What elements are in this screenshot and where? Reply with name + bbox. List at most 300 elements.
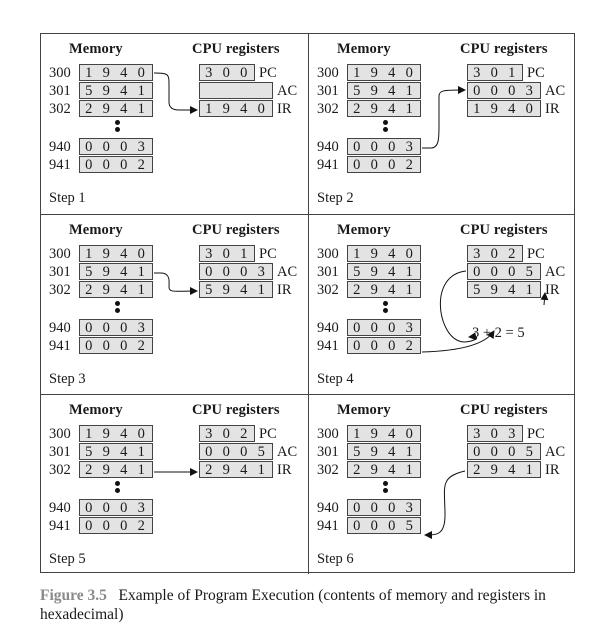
- memory-word: [347, 461, 421, 478]
- memory-word: [79, 64, 153, 81]
- memory-digit: 0: [405, 246, 413, 262]
- memory-digit: 0: [353, 320, 361, 336]
- memory-heading: Memory: [337, 402, 391, 418]
- ir-digit: 9: [490, 282, 498, 298]
- memory-word: [347, 100, 421, 117]
- ir-register: [467, 461, 577, 480]
- memory-row: [41, 443, 161, 462]
- memory-address: 940: [317, 139, 339, 155]
- memory-row: [41, 425, 161, 444]
- memory-digit: 9: [102, 426, 110, 442]
- memory-address: 302: [49, 282, 71, 298]
- data-flow-arrows: [309, 34, 576, 214]
- memory-word: [347, 319, 421, 336]
- memory-row: [41, 245, 161, 264]
- memory-address: 941: [317, 157, 339, 173]
- memory-digit: 0: [120, 338, 128, 354]
- ir-digit: 1: [257, 282, 265, 298]
- step-label: Step 1: [49, 190, 86, 206]
- ellipsis-dot: [115, 301, 120, 306]
- memory-address: 301: [317, 83, 339, 99]
- ir-register-value: [467, 461, 541, 478]
- pc-register-value: [199, 425, 255, 442]
- step-label: Step 4: [317, 371, 354, 387]
- ir-register-label: IR: [545, 101, 560, 117]
- memory-word: [79, 281, 153, 298]
- ellipsis-dot: [383, 127, 388, 132]
- memory-digit: 1: [137, 462, 145, 478]
- ir-register: [199, 281, 309, 300]
- memory-word: [347, 138, 421, 155]
- memory-word: [79, 461, 153, 478]
- memory-address: 940: [49, 500, 71, 516]
- memory-row: [309, 461, 429, 480]
- step-panel-1: [41, 34, 308, 214]
- ir-register-label: IR: [545, 282, 560, 298]
- ac-digit: 0: [240, 264, 248, 280]
- ac-digit: 5: [525, 444, 533, 460]
- memory-address: 302: [49, 101, 71, 117]
- ellipsis-dot: [115, 488, 120, 493]
- memory-digit: 4: [120, 101, 128, 117]
- memory-word: [79, 517, 153, 534]
- pc-digit: 0: [222, 426, 230, 442]
- memory-word: [347, 245, 421, 262]
- memory-heading: Memory: [337, 41, 391, 57]
- memory-word: [347, 281, 421, 298]
- memory-row: [41, 263, 161, 282]
- memory-digit: 3: [137, 139, 145, 155]
- memory-word: [347, 156, 421, 173]
- memory-row: [309, 245, 429, 264]
- memory-digit: 0: [137, 426, 145, 442]
- memory-digit: 9: [370, 444, 378, 460]
- ac-register-label: AC: [545, 264, 566, 280]
- memory-word: [79, 443, 153, 460]
- ir-digit: 5: [473, 282, 481, 298]
- ir-digit: 4: [508, 282, 516, 298]
- memory-row: [309, 281, 429, 300]
- memory-digit: 2: [85, 282, 93, 298]
- ellipsis-dot: [383, 301, 388, 306]
- memory-digit: 5: [353, 444, 361, 460]
- memory-digit: 3: [405, 139, 413, 155]
- ellipsis-dot: [383, 120, 388, 125]
- ac-digit: 0: [508, 264, 516, 280]
- ir-register: [467, 100, 577, 119]
- memory-digit: 0: [370, 139, 378, 155]
- pc-register: [199, 245, 309, 264]
- memory-digit: 4: [120, 444, 128, 460]
- memory-digit: 1: [137, 264, 145, 280]
- pc-register-value: [467, 425, 523, 442]
- memory-digit: 9: [370, 264, 378, 280]
- memory-address: 940: [49, 139, 71, 155]
- memory-digit: 0: [405, 426, 413, 442]
- memory-digit: 1: [353, 65, 361, 81]
- ac-digit: 0: [222, 444, 230, 460]
- memory-word: [347, 443, 421, 460]
- memory-digit: 0: [85, 338, 93, 354]
- ac-register-label: AC: [545, 83, 566, 99]
- memory-word: [79, 138, 153, 155]
- ac-register: [467, 82, 577, 101]
- memory-digit: 4: [120, 246, 128, 262]
- memory-digit: 4: [120, 462, 128, 478]
- memory-digit: 1: [405, 101, 413, 117]
- memory-digit: 1: [137, 101, 145, 117]
- pc-digit: 0: [222, 65, 230, 81]
- memory-row: [309, 138, 429, 157]
- memory-digit: 0: [102, 338, 110, 354]
- ellipsis-dot: [383, 488, 388, 493]
- memory-address: 941: [49, 518, 71, 534]
- memory-address: 300: [49, 65, 71, 81]
- memory-digit: 0: [388, 518, 396, 534]
- memory-digit: 9: [370, 282, 378, 298]
- ellipsis-dot: [115, 120, 120, 125]
- memory-row: [309, 499, 429, 518]
- memory-address: 302: [49, 462, 71, 478]
- memory-digit: 4: [120, 65, 128, 81]
- ir-digit: 9: [222, 282, 230, 298]
- memory-word: [347, 517, 421, 534]
- step-label: Step 2: [317, 190, 354, 206]
- memory-digit: 4: [388, 246, 396, 262]
- memory-digit: 1: [137, 444, 145, 460]
- memory-digit: 5: [85, 264, 93, 280]
- pc-register-value: [467, 245, 523, 262]
- pc-register-value: [199, 245, 255, 262]
- memory-digit: 2: [405, 157, 413, 173]
- memory-digit: 0: [102, 139, 110, 155]
- ir-register-value: [199, 281, 273, 298]
- step-label: Step 6: [317, 551, 354, 567]
- cpu-registers-heading: CPU registers: [192, 41, 280, 57]
- memory-address: 301: [49, 264, 71, 280]
- pc-digit: 3: [508, 426, 516, 442]
- memory-word: [79, 263, 153, 280]
- ellipsis-dot: [383, 481, 388, 486]
- ac-digit: 5: [525, 264, 533, 280]
- ir-register: [467, 281, 577, 300]
- memory-digit: 3: [137, 500, 145, 516]
- caption-label: Figure 3.5: [40, 587, 107, 604]
- pc-digit: 1: [508, 65, 516, 81]
- ac-digit: 0: [473, 444, 481, 460]
- pc-register-label: PC: [527, 65, 545, 81]
- memory-heading: Memory: [337, 222, 391, 238]
- memory-address: 940: [49, 320, 71, 336]
- memory-digit: 0: [120, 157, 128, 173]
- cpu-registers-heading: CPU registers: [192, 222, 280, 238]
- memory-word: [347, 425, 421, 442]
- ir-register: [199, 100, 309, 119]
- pc-register-value: [467, 64, 523, 81]
- ir-register-label: IR: [277, 462, 292, 478]
- program-execution-figure: [40, 33, 575, 573]
- memory-row: [41, 281, 161, 300]
- pc-digit: 3: [473, 246, 481, 262]
- memory-digit: 9: [102, 282, 110, 298]
- memory-address: 302: [317, 282, 339, 298]
- memory-word: [79, 82, 153, 99]
- memory-row: [41, 517, 161, 536]
- pc-register: [467, 64, 577, 83]
- pc-register-label: PC: [259, 426, 277, 442]
- memory-heading: Memory: [69, 402, 123, 418]
- memory-digit: 3: [405, 500, 413, 516]
- memory-digit: 0: [85, 518, 93, 534]
- step-panel-6: [308, 394, 575, 574]
- memory-address: 300: [49, 246, 71, 262]
- memory-row: [309, 443, 429, 462]
- memory-digit: 9: [370, 426, 378, 442]
- memory-digit: 2: [353, 282, 361, 298]
- ir-digit: 1: [525, 282, 533, 298]
- ir-digit: 9: [222, 101, 230, 117]
- ac-register: [199, 263, 309, 282]
- ac-register-value: [199, 263, 273, 280]
- memory-row: [41, 64, 161, 83]
- memory-digit: 2: [85, 101, 93, 117]
- pc-digit: 0: [222, 246, 230, 262]
- memory-address: 301: [49, 83, 71, 99]
- ir-digit: 1: [525, 462, 533, 478]
- memory-row: [41, 100, 161, 119]
- step-panel-4: [308, 214, 575, 394]
- cpu-registers-heading: CPU registers: [460, 402, 548, 418]
- caption-text: Example of Program Execution (contents of memory and registers in hexadecimal): [40, 587, 546, 623]
- pc-digit: 0: [490, 246, 498, 262]
- ac-register-value: [467, 263, 541, 280]
- ir-register-label: IR: [545, 462, 560, 478]
- ac-digit: 0: [490, 444, 498, 460]
- ac-register-label: AC: [277, 83, 298, 99]
- memory-digit: 0: [353, 518, 361, 534]
- memory-digit: 0: [102, 157, 110, 173]
- memory-digit: 0: [353, 139, 361, 155]
- memory-row: [309, 263, 429, 282]
- memory-word: [347, 64, 421, 81]
- memory-digit: 5: [85, 83, 93, 99]
- memory-row: [41, 156, 161, 175]
- ac-digit: 0: [490, 264, 498, 280]
- memory-digit: 0: [388, 500, 396, 516]
- ac-register-value: [199, 443, 273, 460]
- ir-digit: 9: [490, 462, 498, 478]
- ir-digit: 9: [222, 462, 230, 478]
- memory-address: 300: [317, 246, 339, 262]
- ellipsis-dot: [115, 481, 120, 486]
- cpu-registers-heading: CPU registers: [460, 222, 548, 238]
- ac-register-value: [467, 443, 541, 460]
- memory-digit: 2: [85, 462, 93, 478]
- memory-digit: 0: [120, 518, 128, 534]
- ir-register-label: IR: [277, 282, 292, 298]
- memory-digit: 0: [370, 500, 378, 516]
- memory-address: 302: [317, 462, 339, 478]
- memory-row: [41, 337, 161, 356]
- data-flow-arrows: [41, 395, 308, 575]
- memory-digit: 0: [137, 246, 145, 262]
- ac-digit: 0: [473, 83, 481, 99]
- memory-digit: 4: [388, 101, 396, 117]
- memory-address: 301: [317, 444, 339, 460]
- memory-row: [309, 82, 429, 101]
- ac-register-label: AC: [277, 444, 298, 460]
- memory-digit: 0: [353, 157, 361, 173]
- memory-address: 940: [317, 320, 339, 336]
- ir-register-value: [467, 100, 541, 117]
- pc-digit: 0: [490, 426, 498, 442]
- cpu-registers-heading: CPU registers: [460, 41, 548, 57]
- memory-digit: 0: [85, 157, 93, 173]
- memory-digit: 1: [405, 444, 413, 460]
- ac-digit: 0: [205, 444, 213, 460]
- memory-digit: 0: [405, 65, 413, 81]
- memory-digit: 9: [102, 83, 110, 99]
- step-panel-2: [308, 34, 575, 214]
- memory-digit: 0: [370, 338, 378, 354]
- pc-register-label: PC: [259, 246, 277, 262]
- step-panel-5: [41, 394, 308, 574]
- pc-digit: 2: [508, 246, 516, 262]
- pc-digit: 3: [205, 65, 213, 81]
- memory-word: [79, 319, 153, 336]
- memory-digit: 4: [120, 264, 128, 280]
- ac-register-label: AC: [545, 444, 566, 460]
- memory-address: 300: [317, 426, 339, 442]
- memory-digit: 4: [388, 282, 396, 298]
- memory-digit: 1: [353, 426, 361, 442]
- memory-digit: 4: [120, 282, 128, 298]
- memory-address: 941: [317, 338, 339, 354]
- pc-digit: 0: [490, 65, 498, 81]
- memory-row: [309, 517, 429, 536]
- memory-digit: 9: [370, 462, 378, 478]
- ac-digit: 0: [473, 264, 481, 280]
- memory-digit: 0: [388, 320, 396, 336]
- pc-register-label: PC: [259, 65, 277, 81]
- step-panel-3: [41, 214, 308, 394]
- ac-digit: 0: [508, 444, 516, 460]
- pc-digit: 3: [473, 426, 481, 442]
- memory-digit: 9: [102, 264, 110, 280]
- memory-digit: 2: [137, 157, 145, 173]
- cpu-registers-heading: CPU registers: [192, 402, 280, 418]
- memory-word: [79, 499, 153, 516]
- pc-register-label: PC: [527, 246, 545, 262]
- memory-digit: 9: [102, 246, 110, 262]
- memory-address: 941: [49, 338, 71, 354]
- pc-digit: 3: [205, 246, 213, 262]
- memory-digit: 1: [353, 246, 361, 262]
- memory-row: [41, 82, 161, 101]
- ac-digit: 0: [508, 83, 516, 99]
- pc-register: [199, 64, 309, 83]
- pc-register: [467, 425, 577, 444]
- memory-word: [347, 337, 421, 354]
- ir-digit: 4: [508, 101, 516, 117]
- memory-word: [79, 156, 153, 173]
- memory-digit: 0: [353, 338, 361, 354]
- memory-row: [309, 337, 429, 356]
- ac-digit: 5: [257, 444, 265, 460]
- memory-row: [41, 319, 161, 338]
- memory-digit: 4: [388, 65, 396, 81]
- ellipsis-dot: [115, 127, 120, 132]
- memory-address: 941: [49, 157, 71, 173]
- addition-note: 3 + 2 = 5: [472, 325, 525, 341]
- memory-row: [309, 156, 429, 175]
- memory-digit: 2: [405, 338, 413, 354]
- memory-word: [347, 263, 421, 280]
- memory-row: [41, 499, 161, 518]
- ir-digit: 4: [508, 462, 516, 478]
- memory-digit: 0: [370, 157, 378, 173]
- memory-digit: 4: [120, 83, 128, 99]
- memory-digit: 1: [405, 83, 413, 99]
- memory-address: 302: [317, 101, 339, 117]
- memory-digit: 0: [85, 500, 93, 516]
- pc-register: [199, 425, 309, 444]
- data-flow-arrows: [41, 215, 308, 395]
- memory-digit: 2: [353, 462, 361, 478]
- memory-digit: 0: [388, 157, 396, 173]
- memory-digit: 4: [388, 444, 396, 460]
- memory-digit: 1: [85, 246, 93, 262]
- memory-digit: 4: [388, 83, 396, 99]
- memory-word: [79, 245, 153, 262]
- ac-register: [467, 443, 577, 462]
- memory-digit: 0: [120, 500, 128, 516]
- memory-digit: 0: [370, 320, 378, 336]
- memory-word: [79, 100, 153, 117]
- memory-digit: 4: [388, 264, 396, 280]
- memory-word: [347, 82, 421, 99]
- memory-digit: 5: [353, 264, 361, 280]
- memory-address: 301: [49, 444, 71, 460]
- ir-register: [199, 461, 309, 480]
- memory-address: 300: [317, 65, 339, 81]
- memory-row: [309, 425, 429, 444]
- memory-digit: 2: [137, 518, 145, 534]
- memory-digit: 0: [102, 518, 110, 534]
- pc-digit: 2: [240, 426, 248, 442]
- memory-row: [309, 100, 429, 119]
- pc-register: [467, 245, 577, 264]
- memory-digit: 0: [102, 320, 110, 336]
- memory-digit: 1: [405, 264, 413, 280]
- memory-row: [309, 319, 429, 338]
- memory-digit: 0: [85, 139, 93, 155]
- ac-register: [467, 263, 577, 282]
- ac-digit: 3: [525, 83, 533, 99]
- ir-digit: 1: [205, 101, 213, 117]
- ac-digit: 0: [490, 83, 498, 99]
- ir-digit: 2: [205, 462, 213, 478]
- memory-digit: 9: [370, 246, 378, 262]
- memory-digit: 4: [388, 462, 396, 478]
- step-label: Step 5: [49, 551, 86, 567]
- data-flow-arrows: [41, 34, 308, 214]
- memory-digit: 0: [85, 320, 93, 336]
- memory-address: 300: [49, 426, 71, 442]
- ir-register-label: IR: [277, 101, 292, 117]
- memory-row: [41, 138, 161, 157]
- ac-register-value: [467, 82, 541, 99]
